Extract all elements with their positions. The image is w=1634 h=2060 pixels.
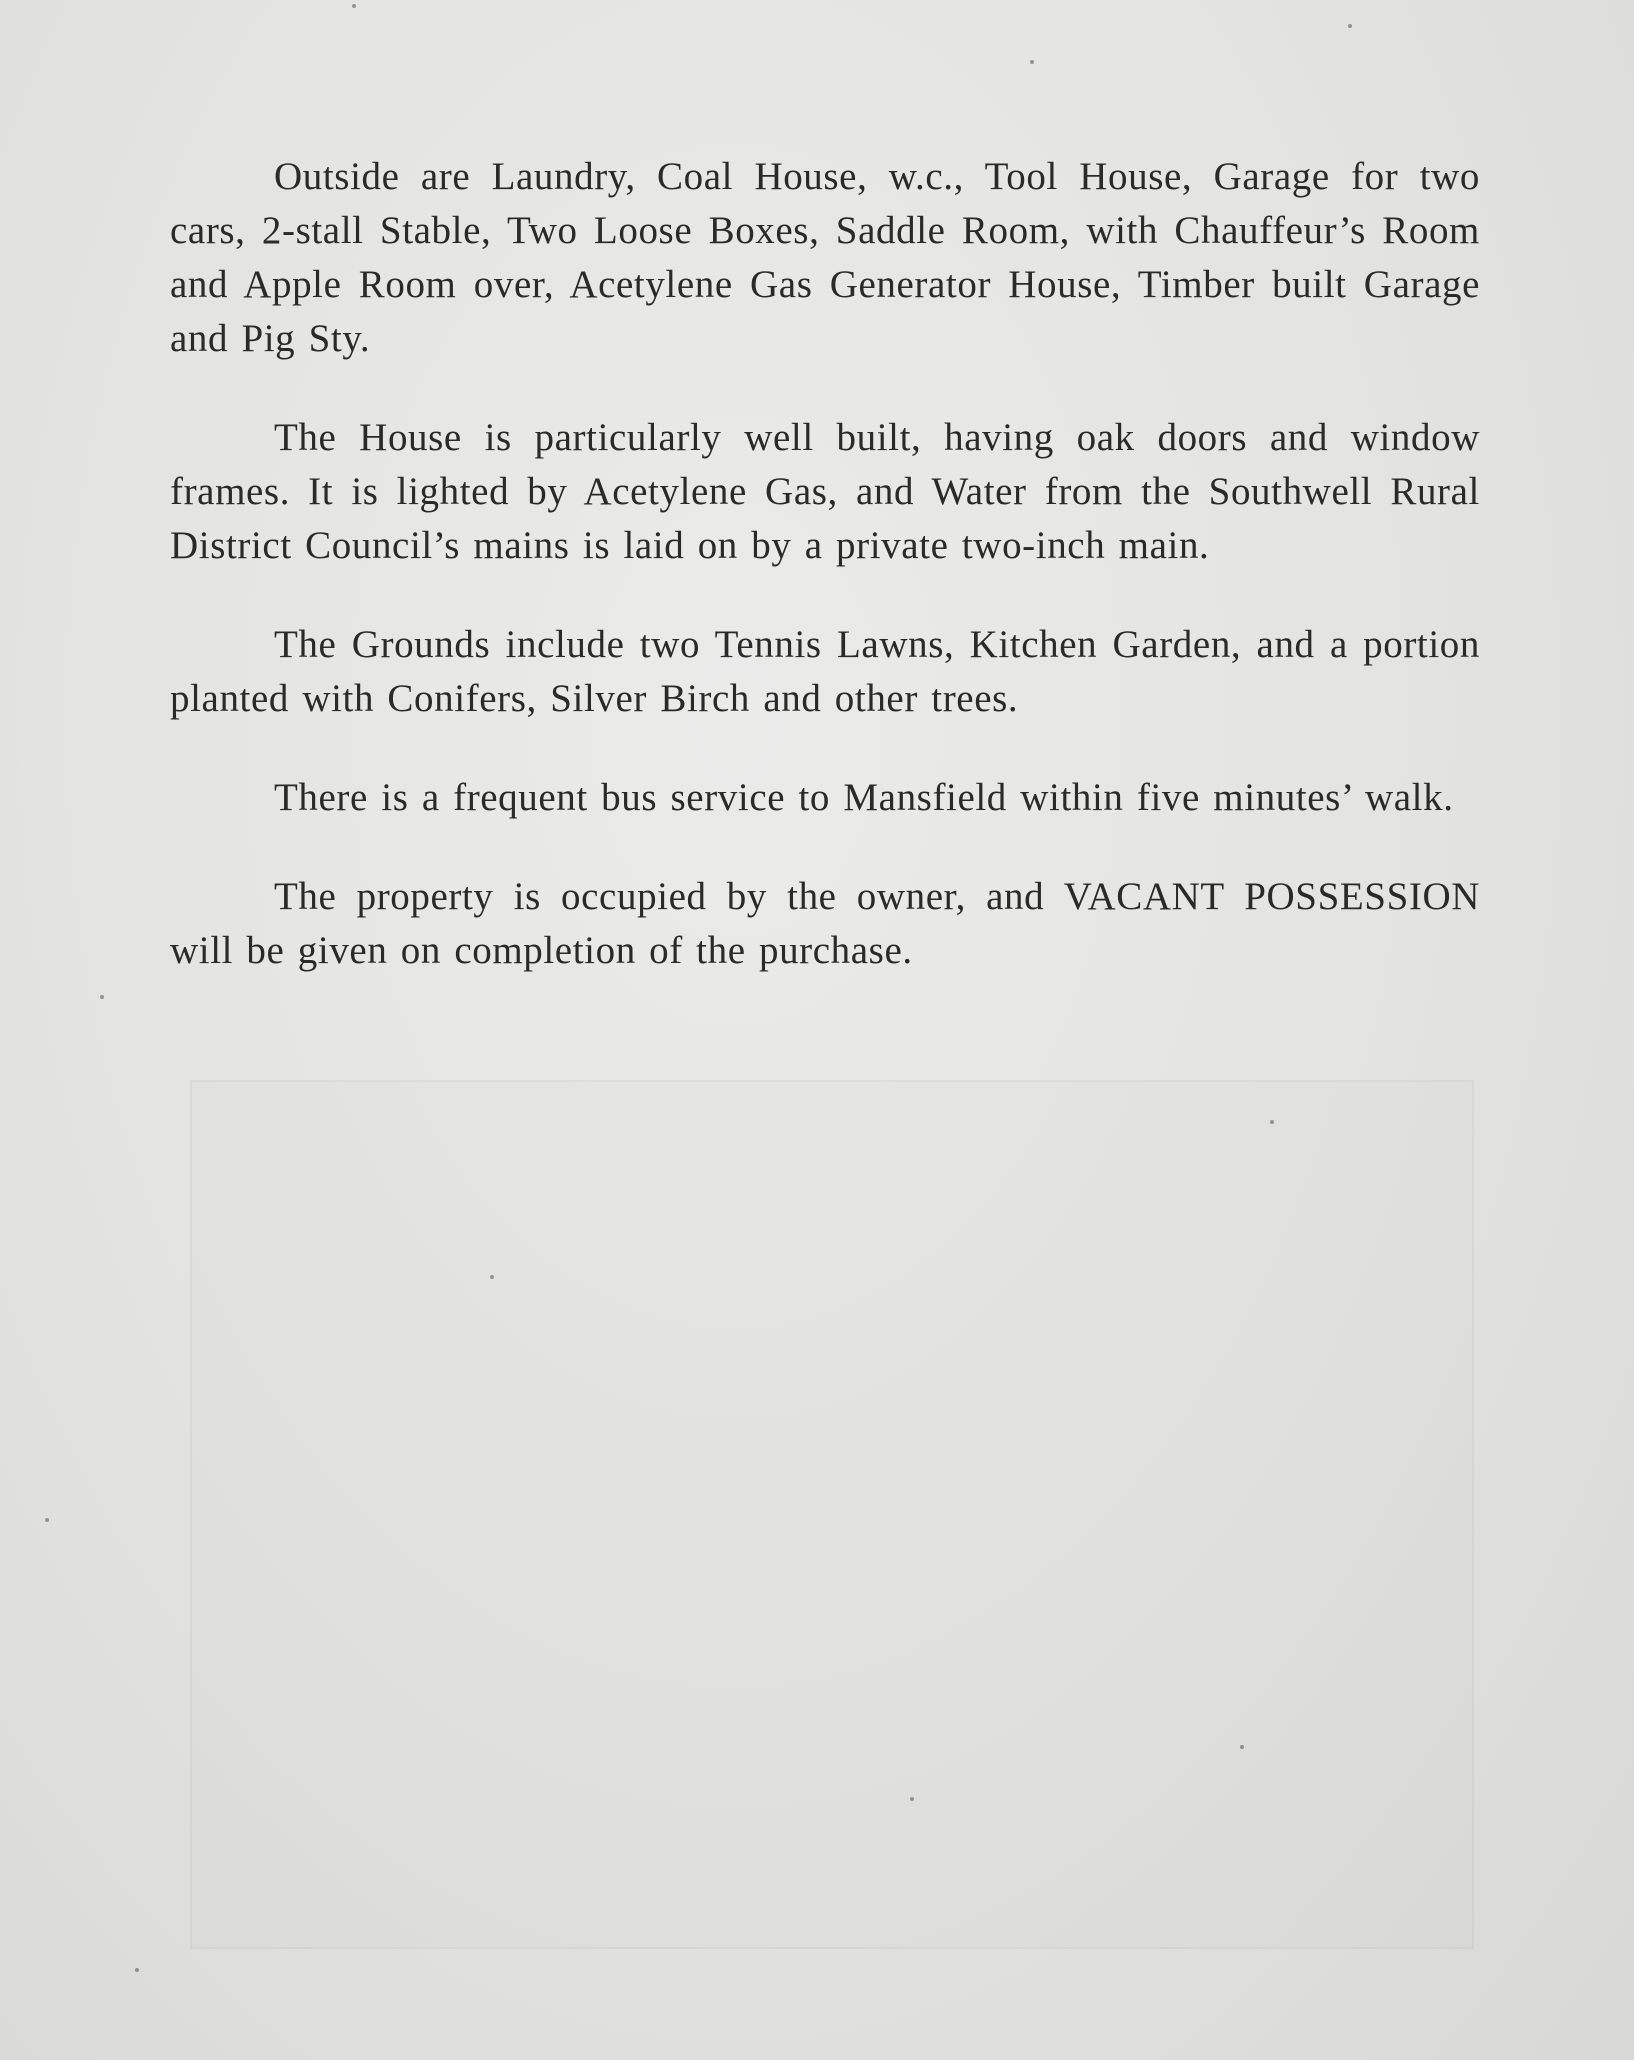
- paper-speck: [352, 4, 356, 8]
- paragraph-house: The House is particularly well built, having oak doors and window frames. It is lighted by Acetylene Gas, and Water from the Southwell Rural District Council’s mains is laid on by a private two-inch main.: [170, 416, 1480, 567]
- paper-speck: [1270, 1120, 1274, 1124]
- paragraph-outbuildings: Outside are Laundry, Coal House, w.c., Tool House, Garage for two cars, 2-stall Stable, Two Loose Boxes, Saddle Room, with Chauffeur’s Room and Apple Room over, Acetylene Gas Generator House, Timber built Garage and Pig Sty.: [170, 155, 1480, 360]
- paper-speck: [1030, 60, 1034, 64]
- paper-speck: [135, 1968, 139, 1972]
- paragraph-bus-service: There is a frequent bus service to Mansfield within five minutes’ walk.: [274, 776, 1454, 819]
- show-through-frame: [190, 1080, 1474, 1949]
- paper-speck: [490, 1275, 494, 1279]
- paper-speck: [45, 1518, 49, 1522]
- paper-speck: [910, 1797, 914, 1801]
- paper-speck: [1240, 1745, 1244, 1749]
- paper-speck: [100, 995, 104, 999]
- paragraph-grounds: The Grounds include two Tennis Lawns, Kitchen Garden, and a portion planted with Conifers, Silver Birch and other trees.: [170, 623, 1480, 720]
- body-text: [170, 150, 1480, 1023]
- paragraph-possession: The property is occupied by the owner, and VACANT POSSESSION will be given on completion of the purchase.: [170, 875, 1480, 972]
- paper-speck: [1348, 24, 1352, 28]
